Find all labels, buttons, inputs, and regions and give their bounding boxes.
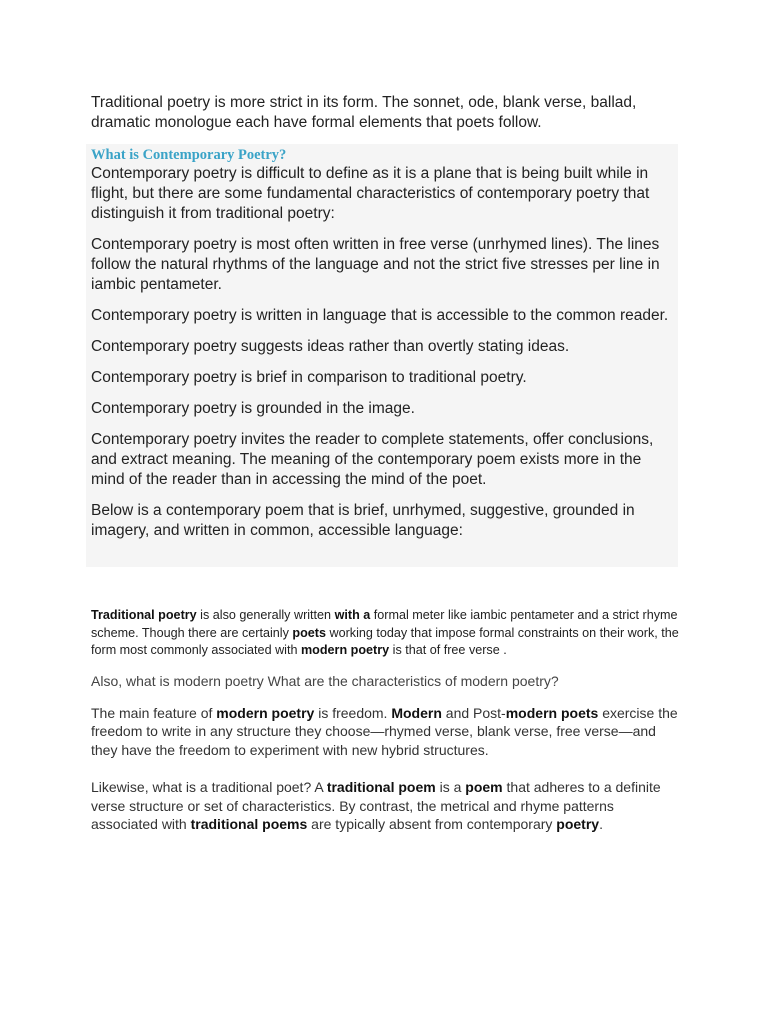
question-paragraph: Also, what is modern poetry What are the characteristics of modern poetry? [91, 672, 559, 689]
text-run: . [599, 816, 603, 832]
bold-phrase: Traditional poetry [91, 608, 197, 622]
intro-paragraph: Traditional poetry is more strict in its form. The sonnet, ode, blank verse, ballad, dramatic monologue each have formal elements that poets follow. [91, 94, 637, 131]
modern-poetry-section [91, 607, 683, 834]
text-run: formal meter like iambic pentameter and a strict rhyme scheme. Though there are certainly [91, 608, 678, 640]
contemporary-paragraph: Contemporary poetry is difficult to define as it is a plane that is being built while in flight, but there are some fundamental characteristics of contemporary poetry that distinguish it from traditional poetry: [91, 165, 650, 222]
contemporary-paragraph: Contemporary poetry is written in language that is accessible to the common reader. [91, 307, 669, 324]
contemporary-poetry-section [86, 144, 678, 567]
contemporary-paragraph: Contemporary poetry is most often written in free verse (unrhymed lines). The lines follow the natural rhythms of the language and not the strict five stresses per line in iambic pentameter. [91, 236, 660, 293]
contemporary-paragraph: Contemporary poetry is grounded in the image. [91, 400, 415, 417]
text-run: is freedom. [314, 704, 392, 721]
text-run: Likewise, what is a traditional poet? A [91, 779, 327, 795]
text-run: is a [435, 779, 466, 795]
bold-phrase: traditional poems [190, 816, 308, 832]
bold-phrase: poem [465, 779, 503, 795]
text-run: working today that impose formal constraints on their work, the form most commonly associated with [91, 625, 679, 657]
contemporary-paragraph: Contemporary poetry is brief in comparison to traditional poetry. [91, 369, 527, 386]
bold-phrase: Modern [391, 704, 442, 721]
contemporary-paragraph: Contemporary poetry invites the reader to complete statements, offer conclusions, and extract meaning. The meaning of the contemporary poem exists more in the mind of the reader than in accessing the mind of the poet. [91, 431, 654, 488]
bold-phrase: traditional poem [326, 779, 436, 795]
traditional-summary-paragraph [91, 607, 683, 660]
traditional-poet-paragraph [91, 778, 683, 834]
contemporary-paragraph: Contemporary poetry suggests ideas rather than overtly stating ideas. [91, 338, 570, 355]
text-run: The main feature of [91, 704, 217, 721]
bold-phrase: with a [334, 608, 371, 622]
text-run: exercise the freedom to write in any structure they choose—rhymed verse, blank verse, free verse—and they have the freedom to experiment with new hybrid structures. [91, 704, 678, 758]
bold-phrase: modern poetry [216, 704, 315, 721]
bold-phrase: poetry [556, 816, 600, 832]
modern-poetry-paragraph [91, 704, 683, 760]
text-run: that adheres to a definite verse structure or set of characteristics. By contrast, the metrical and rhyme patterns associated with [91, 779, 661, 832]
bold-phrase: modern poetry [300, 643, 390, 657]
section-heading: What is Contemporary Poetry? [91, 147, 287, 163]
text-run: and Post- [441, 704, 506, 721]
text-run: is also generally written [196, 608, 335, 622]
contemporary-paragraph: Below is a contemporary poem that is brief, unrhymed, suggestive, grounded in imagery, and written in common, accessible language: [91, 502, 635, 539]
text-run: is that of free verse . [389, 643, 507, 657]
bold-phrase: poets [292, 625, 326, 640]
bold-phrase: modern poets [505, 704, 599, 721]
text-run: are typically absent from contemporary [307, 816, 557, 832]
